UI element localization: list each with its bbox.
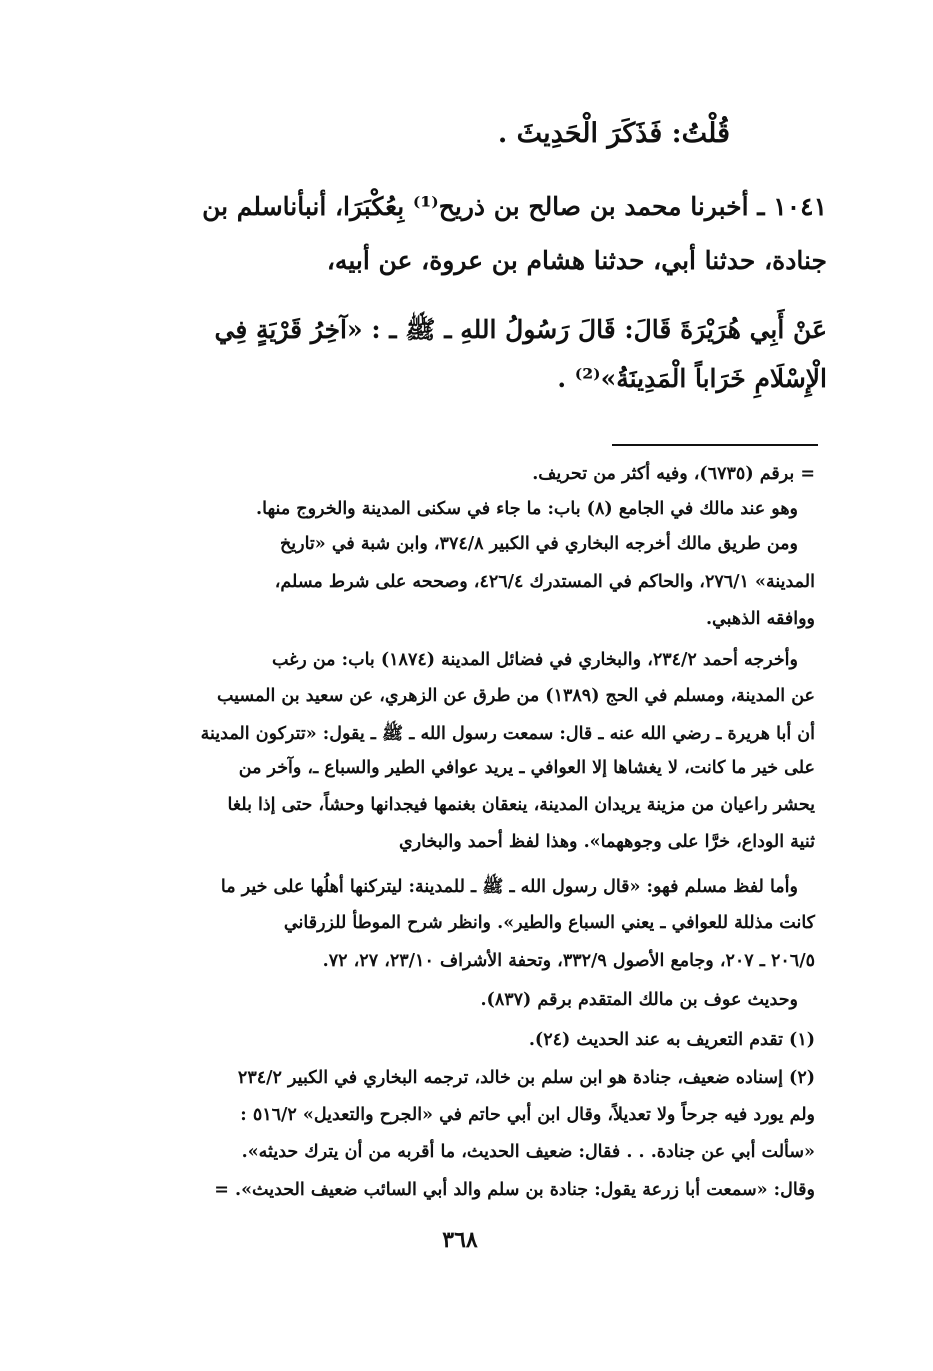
- hadith-isnad-line-2: جنادة، حدثنا أبي، حدثنا هشام بن عروة، عن أبيه،: [326, 246, 827, 275]
- footnote-line: وحديث عوف بن مالك المتقدم برقم (٨٣٧).: [480, 990, 798, 1010]
- hadith-matn-line-2: الْإِسْلَامِ خَرَاباً الْمَدِينَةُ»⁽²⁾ .: [557, 364, 827, 393]
- footnote-line: ووافقه الذهبي.: [705, 609, 815, 629]
- footnote-line: على خير ما كانت، لا يغشاها إلا العوافي ـ يريد عوافي الطير والسباع ـ، وآخر من: [238, 758, 815, 778]
- qultu-line: قُلْتُ: فَذَكَرَ الْحَدِيثَ .: [497, 118, 730, 149]
- footnote-line: ٢٠٦/٥ ـ ٢٠٧، وجامع الأصول ٣٣٢/٩، وتحفة الأشراف ٢٣/١٠، ٢٧، ٧٢.: [322, 951, 815, 971]
- footnote-line: عن المدينة، ومسلم في الحج (١٣٨٩) من طرق عن الزهري، عن سعيد بن المسيب: [216, 686, 815, 706]
- footnote-line: وأخرجه أحمد ٢٣٤/٢، والبخاري في فضائل المدينة (١٨٧٤) باب: من رغب: [271, 650, 798, 670]
- footnote-line: ولم يورد فيه جرحاً ولا تعديلاً، وقال ابن أبي حاتم في «الجرح والتعديل» ٥١٦/٢ :: [240, 1105, 815, 1125]
- footnote-line: كانت مذللة للعوافي ـ يعني السباع والطير». وانظر شرح الموطأ للزرقاني: [283, 913, 815, 933]
- footnote-line: وهو عند مالك في الجامع (٨) باب: ما جاء في سكنى المدينة والخروج منها.: [256, 499, 798, 519]
- footnote-line: وقال: «سمعت أبا زرعة يقول: جنادة بن سلم والد أبي السائب ضعيف الحديث». =: [214, 1180, 815, 1200]
- footnote-line: «سألت أبي عن جنادة. . . فقال: ضعيف الحديث، ما أقربه من أن يترك حديثه».: [241, 1142, 815, 1162]
- hadith-matn-line-1: عَنْ أَبِي هُرَيْرَةَ قَالَ: قَالَ رَسُولُ اللهِ ـ ﷺ ـ : «آخِرُ قَرْيَةٍ فِي: [214, 315, 827, 344]
- footnote-line: المدينة» ٢٧٦/١، والحاكم في المستدرك ٤٢٦/٤، وصححه على شرط مسلم،: [274, 572, 815, 592]
- footnote-line: وأما لفظ مسلم فهو: «قال رسول الله ـ ﷺ ـ للمدينة: ليتركنها أهلُها على خير ما: [220, 877, 798, 897]
- footnote-line: = برقم (٦٧٣٥)، وفيه أكثر من تحريف.: [532, 464, 815, 484]
- footnote-line: ثنية الوداع، خرَّا على وجوههما». وهذا لفظ أحمد والبخاري: [399, 832, 815, 852]
- footnote-line: يحشر راعيان من مزينة يريدان المدينة، ينعقان بغنمها فيجدانها وحشاً، حتى إذا بلغا: [227, 795, 815, 815]
- footnote-line: ومن طريق مالك أخرجه البخاري في الكبير ٣٧٤/٨، وابن شبة في «تاريخ: [279, 534, 798, 554]
- page-number: ٣٦٨: [442, 1227, 478, 1253]
- hadith-isnad-line-1: ١٠٤١ ـ أخبرنا محمد بن صالح بن ذريح⁽¹⁾ بِعُكْبَرَا، أنبأناسلم بن: [202, 192, 827, 221]
- footnote-2: (٢) إسناده ضعيف، جنادة هو ابن سلم بن خالد، ترجمه البخاري في الكبير ٢٣٤/٢: [237, 1068, 815, 1088]
- footnote-1: (١) تقدم التعريف به عند الحديث (٢٤).: [528, 1030, 815, 1050]
- footnote-separator: [612, 444, 818, 446]
- footnote-line: أن أبا هريرة ـ رضي الله عنه ـ قال: سمعت رسول الله ـ ﷺ ـ يقول: «تتركون المدينة: [200, 724, 815, 744]
